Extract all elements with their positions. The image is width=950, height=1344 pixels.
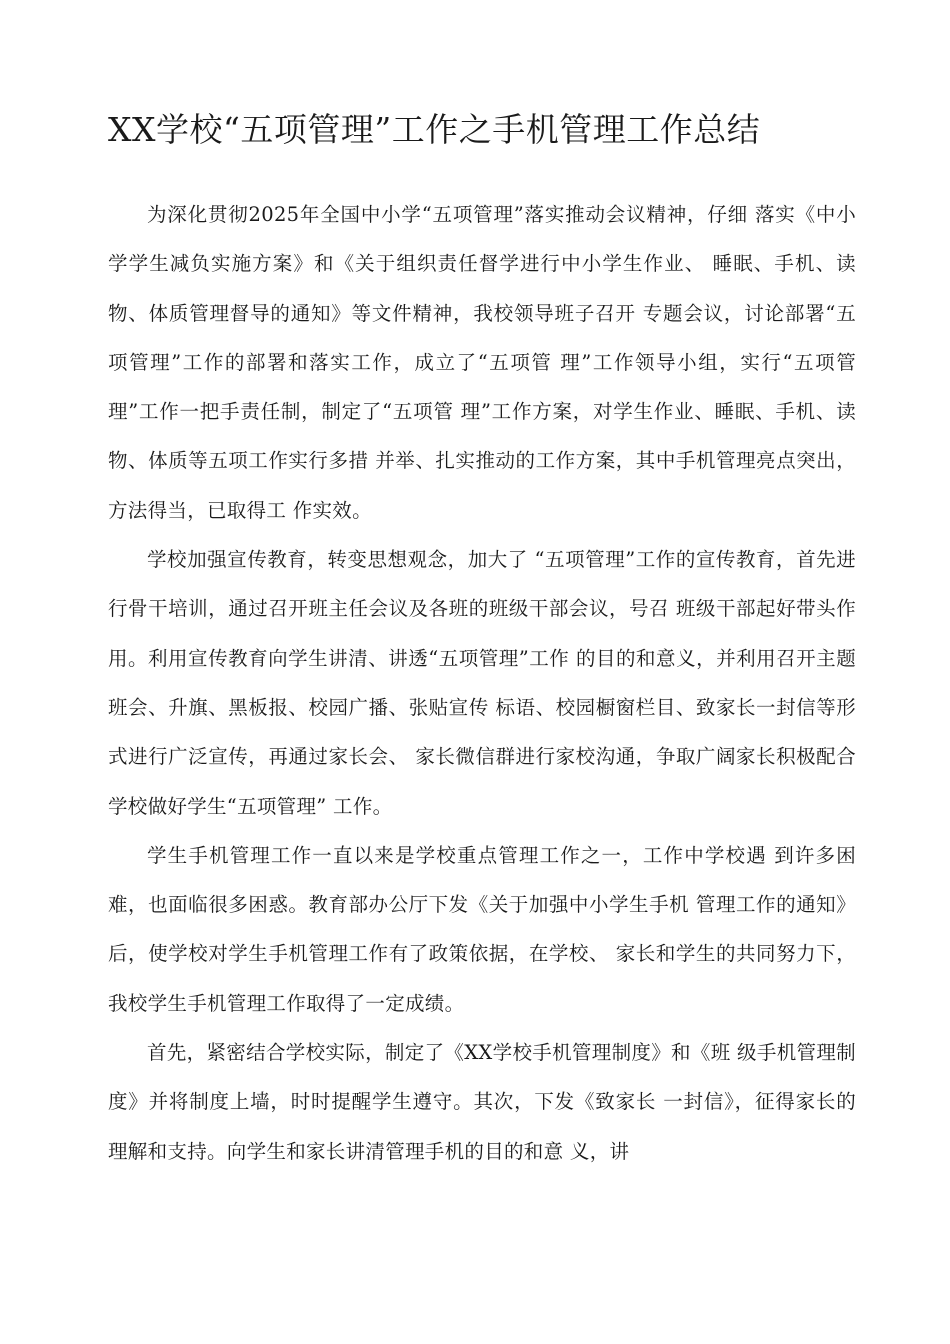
paragraph-publicity: 学校加强宣传教育，转变思想观念，加大了 “五项管理”工作的宣传教育，首先进行骨干培训，通过召开班主任会议及各班的班级干部会议，号召 班级干部起好带头作用。利用宣传教育向学生讲清、讲透“五项管理”工作 的目的和意义，并利用召开主题班会、升旗、黑板报、校园广播、张贴宣传 标语、校园橱窗栏目、致家长一封信等形式进行广泛宣传，再通过家长会、 家长微信群进行家校沟通，争取广阔家长积极配合学校做好学生“五项管理” 工作。	[108, 548, 856, 818]
paragraph-intro: 为深化贯彻2025年全国中小学“五项管理”落实推动会议精神，仔细 落实《中小学学生减负实施方案》和《关于组织责任督学进行中小学生作业、 睡眠、手机、读物、体质管理督导的通知》等文件精神，我校领导班子召开 专题会议，讨论部署“五项管理”工作的部署和落实工作，成立了“五项管 理”工作领导小组，实行“五项管理”工作一把手责任制，制定了“五项管 理”工作方案，对学生作业、睡眠、手机、读物、体质等五项工作实行多措 并举、扎实推动的工作方案，其中手机管理亮点突出，方法得当，已取得工 作实效。	[108, 203, 856, 522]
paragraph-phone-management: 学生手机管理工作一直以来是学校重点管理工作之一，工作中学校遇 到许多困难，也面临很多困惑。教育部办公厅下发《关于加强中小学生手机 管理工作的通知》后，使学校对学生手机管理工作有了政策依据，在学校、 家长和学生的共同努力下，我校学生手机管理工作取得了一定成绩。	[108, 843, 856, 1015]
document-title: XX学校“五项管理”工作之手机管理工作总结	[108, 110, 761, 149]
document-body	[108, 190, 856, 1176]
paragraph-measures: 首先，紧密结合学校实际，制定了《XX学校手机管理制度》和《班 级手机管理制度》并将制度上墙，时时提醒学生遵守。其次，下发《致家长 一封信》，征得家长的理解和支持。向学生和家长讲清管理手机的目的和意 义，讲	[108, 1041, 856, 1163]
